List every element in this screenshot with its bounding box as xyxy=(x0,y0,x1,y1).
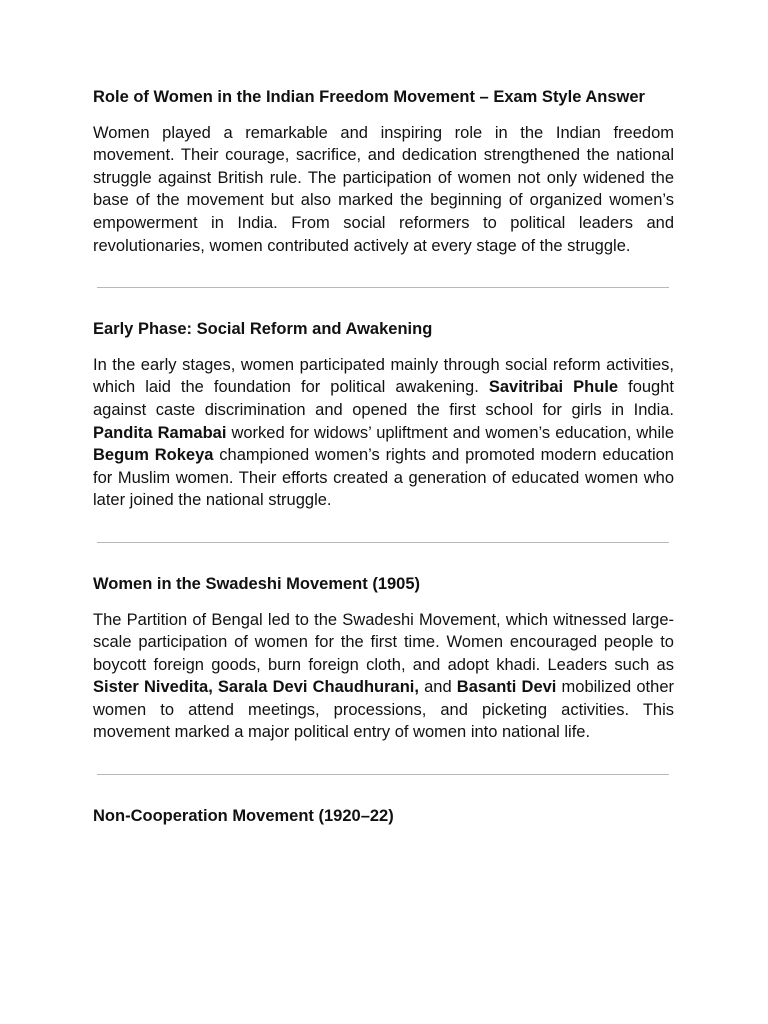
section-swadeshi xyxy=(93,573,674,744)
section-paragraph xyxy=(93,122,674,258)
section-paragraph xyxy=(93,609,674,745)
section-heading: Early Phase: Social Reform and Awakening xyxy=(93,320,433,339)
bold-name-basanti-devi: Basanti Devi xyxy=(456,678,557,697)
section-heading: Role of Women in the Indian Freedom Movement – Exam Style Answer xyxy=(93,88,645,106)
paragraph-text: championed women’s rights and promoted modern education for Muslim women. Their efforts created a generation of educated women who later joined the national struggle. xyxy=(93,446,674,510)
section-early-phase xyxy=(93,318,674,512)
paragraph-text: In the early stages, women participated mainly through social reform activities, which laid the foundation for political awakening. xyxy=(93,355,674,397)
section-heading: Women in the Swadeshi Movement (1905) xyxy=(93,574,421,593)
paragraph-text: mobilized other women to attend meetings, processions, and picketing activities. This movement marked a major political entry of women into national life. xyxy=(93,678,674,742)
paragraph-text: The Partition of Bengal led to the Swadeshi Movement, which witnessed large-scale participation of women for the first time. Women encouraged people to boycott foreign goods, burn foreign cloth, and adopt khadi. Leaders such as xyxy=(93,610,674,674)
section-non-cooperation xyxy=(93,805,674,828)
bold-name-pandita-ramabai: Pandita Ramabai xyxy=(93,423,227,442)
bold-name-savitribai-phule: Savitribai Phule xyxy=(488,378,619,397)
paragraph-text: worked for widows’ upliftment and women’s education, while xyxy=(226,423,674,442)
section-divider xyxy=(97,542,669,543)
paragraph-text: and xyxy=(418,678,457,697)
section-divider xyxy=(97,774,669,775)
paragraph-text: Women played a remarkable and inspiring role in the Indian freedom movement. Their courage, sacrifice, and dedication strengthened the national struggle against British rule. The participation of women not only widened the base of the movement but also marked the beginning of organized women’s empowerment in India. From social reformers to political leaders and revolutionaries, women contributed actively at every stage of the struggle. xyxy=(93,123,674,255)
bold-name-begum-rokeya: Begum Rokeya xyxy=(93,446,214,465)
section-introduction xyxy=(93,86,674,257)
section-heading: Non-Cooperation Movement (1920–22) xyxy=(93,807,394,826)
document-page xyxy=(93,86,674,841)
section-paragraph xyxy=(93,354,674,512)
bold-names-leaders: Sister Nivedita, Sarala Devi Chaudhurani, xyxy=(93,678,419,697)
paragraph-text: fought against caste discrimination and opened the first school for girls in India. xyxy=(93,378,674,419)
section-divider xyxy=(97,287,669,288)
